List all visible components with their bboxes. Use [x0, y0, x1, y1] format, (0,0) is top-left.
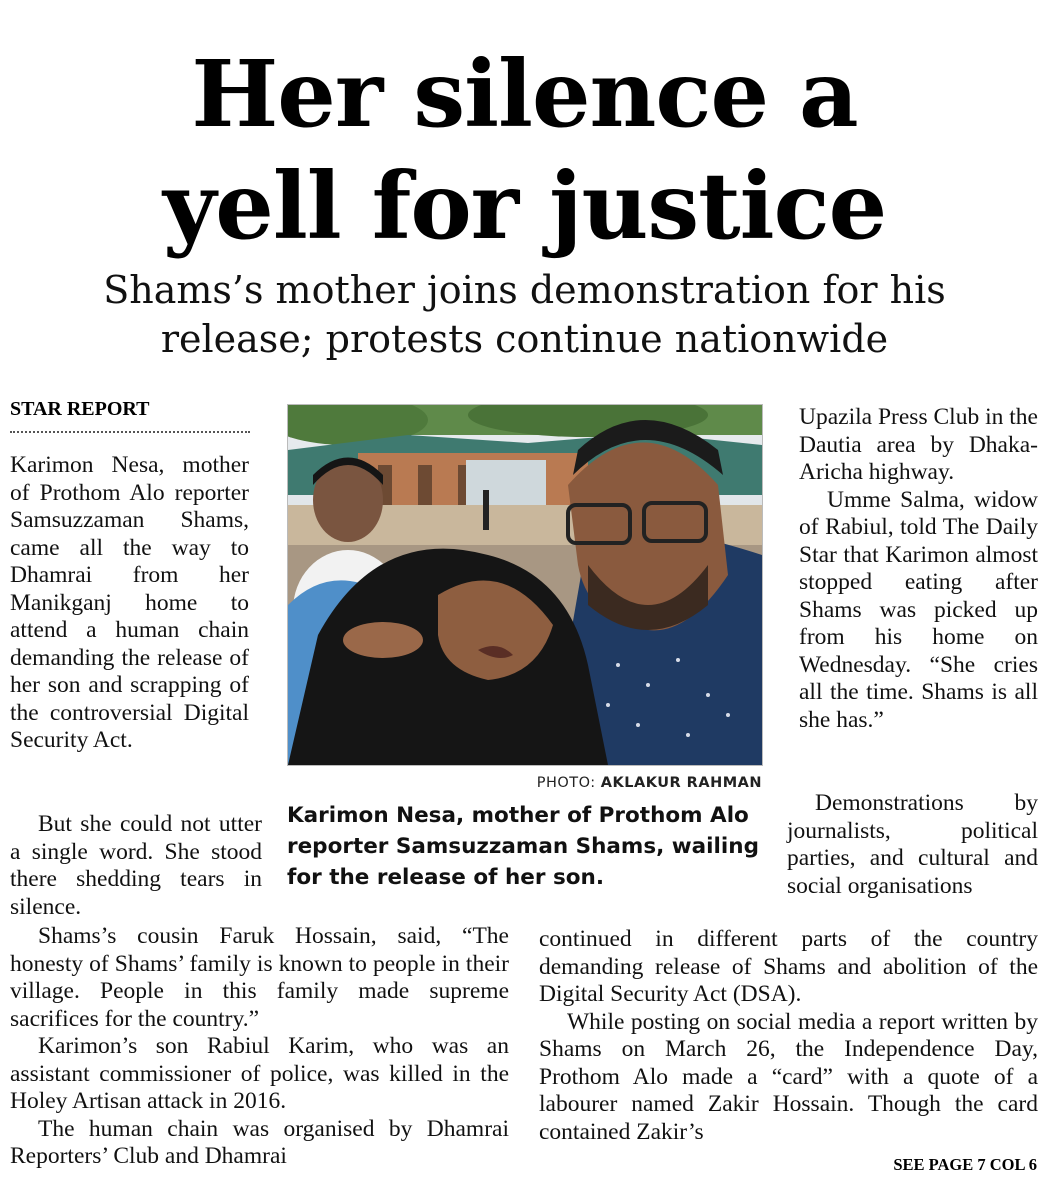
subheadline-line-2: release; protests continue nationwide	[160, 317, 889, 361]
body-paragraph: The human chain was organised by Dhamrai Reporters’ Club and Dhamrai	[10, 1115, 509, 1169]
subheadline	[0, 266, 1049, 364]
body-column-3-upper	[799, 404, 1038, 734]
body-lower-right	[539, 926, 1038, 1146]
body-paragraph: But she could not utter a single word. She stood there shedding tears in silence.	[10, 811, 262, 920]
body-paragraph: Karimon Nesa, mother of Prothom Alo reporter Samsuzzaman Shams, came all the way to Dhamrai from her Manikganj home to attend a human chain demanding the release of her son and scrapping of the controversial Digital Security Act.	[10, 452, 249, 753]
news-photo-illustration	[288, 405, 762, 765]
byline: STAR REPORT	[10, 398, 150, 420]
news-photo	[287, 404, 763, 766]
body-column-3-middle	[787, 790, 1038, 900]
photo-credit-prefix: PHOTO:	[536, 775, 596, 791]
continued-jump-line: SEE PAGE 7 COL 6	[893, 1155, 1037, 1174]
body-paragraph: While posting on social media a report written by Shams on March 26, the Independence Day, Prothom Alo made a “card” with a quote of a labourer named Zakir Hossain. Though the card contained Zakir’s	[539, 1008, 1038, 1145]
body-lower-left	[10, 923, 509, 1171]
body-paragraph: Umme Salma, widow of Rabiul, told The Daily Star that Karimon almost stopped eating after Shams was picked up from his home on Wednesday. “She cries all the time. Shams is all she has.”	[799, 486, 1038, 733]
headline-line-1: Her silence a	[191, 40, 858, 148]
body-paragraph: Karimon’s son Rabiul Karim, who was an assistant commissioner of police, was killed in the Holey Artisan attack in 2016.	[10, 1033, 509, 1114]
body-column-1-middle	[10, 811, 262, 921]
body-paragraph: Shams’s cousin Faruk Hossain, said, “The honesty of Shams’ family is known to people in their village. People in this family made supreme sacrifices for the country.”	[10, 923, 509, 1032]
subheadline-line-1: Shams’s mother joins demonstration for his	[103, 268, 946, 312]
body-column-1-upper	[10, 452, 249, 755]
body-paragraph: Upazila Press Club in the Dautia area by Dhaka-Aricha highway.	[799, 404, 1038, 485]
headline-line-2: yell for justice	[162, 152, 887, 260]
photo-credit	[440, 775, 762, 791]
body-paragraph: Demonstrations by journalists, political parties, and cultural and social organisations	[787, 790, 1038, 899]
headline	[0, 38, 1049, 262]
photo-caption: Karimon Nesa, mother of Prothom Alo reporter Samsuzzaman Shams, wailing for the release of her son.	[287, 803, 759, 890]
photo-credit-name: AKLAKUR RAHMAN	[600, 775, 762, 791]
byline-divider	[10, 431, 250, 433]
body-paragraph: continued in different parts of the country demanding release of Shams and abolition of the Digital Security Act (DSA).	[539, 926, 1038, 1007]
